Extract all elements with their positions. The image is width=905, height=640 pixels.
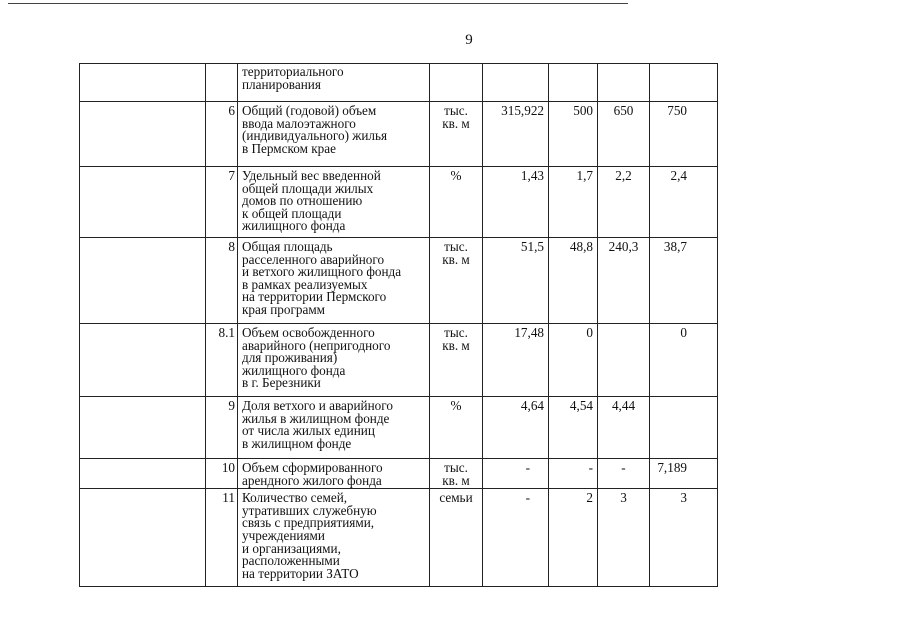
row-number-cell: [206, 64, 238, 102]
value-cell-4: [650, 397, 718, 459]
unit-line: кв. м: [442, 472, 470, 488]
indicator-name-line: жилищного фонда: [242, 218, 346, 234]
indicator-name-line: Объем сформированного: [242, 460, 383, 475]
unit-line: семьи: [439, 490, 473, 506]
value-cell-2: 4,54: [549, 397, 598, 459]
empty-cell: [80, 167, 206, 238]
unit-cell: [430, 64, 483, 102]
value-cell-4: 3: [650, 489, 718, 587]
scan-top-border: [8, 3, 628, 4]
indicator-name-line: связь с предприятиями,: [242, 515, 375, 531]
table-row: [80, 64, 718, 102]
indicator-name-line: Удельный вес введенной: [242, 168, 381, 183]
indicator-name-line: Доля ветхого и аварийного: [242, 398, 393, 413]
indicator-name-line: планирования: [242, 76, 321, 92]
unit-line: кв. м: [442, 115, 470, 131]
indicator-name-line: в Пермском крае: [242, 140, 336, 156]
value-cell-3: 3: [598, 489, 650, 587]
empty-cell: [80, 238, 206, 324]
row-number-cell: 9: [206, 397, 238, 459]
indicator-name-cell: [238, 238, 430, 324]
empty-cell: [80, 64, 206, 102]
indicator-name-line: Общий (годовой) объем: [242, 103, 377, 118]
unit-line: тыс.: [444, 325, 468, 340]
value-cell-4: 750: [650, 102, 718, 167]
empty-cell: [80, 102, 206, 167]
row-number-cell: 6: [206, 102, 238, 167]
empty-cell: [80, 489, 206, 587]
table-row: [80, 397, 718, 459]
empty-cell: [80, 324, 206, 397]
indicator-name-cell: [238, 167, 430, 238]
value-cell-3: 240,3: [598, 238, 650, 324]
indicator-name-cell: [238, 324, 430, 397]
unit-cell: [430, 489, 483, 587]
indicator-name-line: на территории ЗАТО: [242, 565, 359, 581]
indicator-name-line: Количество семей,: [242, 490, 348, 506]
indicator-name-line: в жилищном фонде: [242, 435, 352, 451]
value-cell-1: -: [483, 489, 549, 587]
indicator-name-line: Объем освобожденного: [242, 325, 375, 340]
indicator-name-line: Общая площадь: [242, 239, 333, 254]
unit-line: %: [450, 398, 462, 413]
unit-cell: [430, 238, 483, 324]
indicator-name-line: на территории Пермского: [242, 289, 387, 305]
unit-line: %: [450, 168, 462, 183]
unit-line: тыс.: [444, 239, 468, 254]
empty-cell: [80, 397, 206, 459]
value-cell-3: 4,44: [598, 397, 650, 459]
indicator-name-line: аварийного (непригодного: [242, 337, 391, 353]
indicator-name-line: в г. Березники: [242, 375, 321, 391]
table-row: [80, 238, 718, 324]
indicator-name-line: расселенного аварийного: [242, 251, 385, 267]
value-cell-3: 650: [598, 102, 650, 167]
indicator-name-line: общей площади жилых: [242, 180, 374, 196]
table-row: [80, 324, 718, 397]
indicator-name-line: для проживания): [242, 350, 338, 366]
indicator-name-line: ввода малоэтажного: [242, 115, 356, 131]
page-number: 9: [465, 32, 473, 48]
table-row: [80, 489, 718, 587]
table-row: [80, 167, 718, 238]
unit-cell: [430, 324, 483, 397]
unit-cell: [430, 167, 483, 238]
value-cell-2: 500: [549, 102, 598, 167]
table-body: [80, 64, 718, 587]
table-row: [80, 459, 718, 489]
row-number-cell: 7: [206, 167, 238, 238]
indicator-name-line: и организациями,: [242, 540, 341, 556]
indicator-name-line: в рамках реализуемых: [242, 276, 368, 292]
unit-cell: [430, 459, 483, 489]
indicator-name-cell: [238, 489, 430, 587]
indicator-name-line: и ветхого жилищного фонда: [242, 264, 402, 280]
unit-cell: [430, 102, 483, 167]
indicator-name-line: учреждениями: [242, 527, 325, 543]
indicator-name-cell: [238, 64, 430, 102]
indicator-name-line: к общей площади: [242, 205, 342, 221]
value-cell-4: 2,4: [650, 167, 718, 238]
indicator-name-cell: [238, 397, 430, 459]
empty-cell: [80, 459, 206, 489]
value-cell-4: 7,189: [650, 459, 718, 489]
indicator-name-cell: [238, 459, 430, 489]
unit-line: кв. м: [442, 251, 470, 267]
value-cell-1: 1,43: [483, 167, 549, 238]
indicator-name-line: территориального: [242, 64, 344, 79]
table-row: [80, 102, 718, 167]
row-number-cell: 10: [206, 459, 238, 489]
indicator-name-line: от числа жилых единиц: [242, 423, 375, 439]
row-number-cell: 8: [206, 238, 238, 324]
value-cell-4: [650, 64, 718, 102]
value-cell-1: 4,64: [483, 397, 549, 459]
row-number-cell: 8.1: [206, 324, 238, 397]
value-cell-1: [483, 64, 549, 102]
value-cell-1: 315,922: [483, 102, 549, 167]
value-cell-3: [598, 64, 650, 102]
value-cell-2: [549, 64, 598, 102]
value-cell-2: -: [549, 459, 598, 489]
value-cell-1: -: [483, 459, 549, 489]
value-cell-3: [598, 324, 650, 397]
unit-line: тыс.: [444, 460, 468, 475]
indicator-name-line: жилищного фонда: [242, 362, 346, 378]
indicator-name-line: (индивидуального) жилья: [242, 128, 388, 144]
indicator-name-line: края программ: [242, 301, 326, 317]
unit-line: кв. м: [442, 337, 470, 353]
unit-cell: [430, 397, 483, 459]
value-cell-1: 17,48: [483, 324, 549, 397]
value-cell-3: -: [598, 459, 650, 489]
value-cell-2: 48,8: [549, 238, 598, 324]
indicator-name-line: жилья в жилищном фонде: [242, 410, 390, 426]
value-cell-1: 51,5: [483, 238, 549, 324]
indicator-name-line: арендного жилого фонда: [242, 472, 382, 488]
value-cell-4: 38,7: [650, 238, 718, 324]
indicator-name-cell: [238, 102, 430, 167]
value-cell-2: 2: [549, 489, 598, 587]
row-number-cell: 11: [206, 489, 238, 587]
value-cell-3: 2,2: [598, 167, 650, 238]
indicator-name-line: домов по отношению: [242, 193, 363, 209]
value-cell-4: 0: [650, 324, 718, 397]
indicators-table: [79, 63, 718, 587]
indicator-name-line: расположенными: [242, 553, 340, 569]
value-cell-2: 0: [549, 324, 598, 397]
unit-line: тыс.: [444, 103, 468, 118]
indicator-name-line: утративших служебную: [242, 502, 377, 518]
value-cell-2: 1,7: [549, 167, 598, 238]
